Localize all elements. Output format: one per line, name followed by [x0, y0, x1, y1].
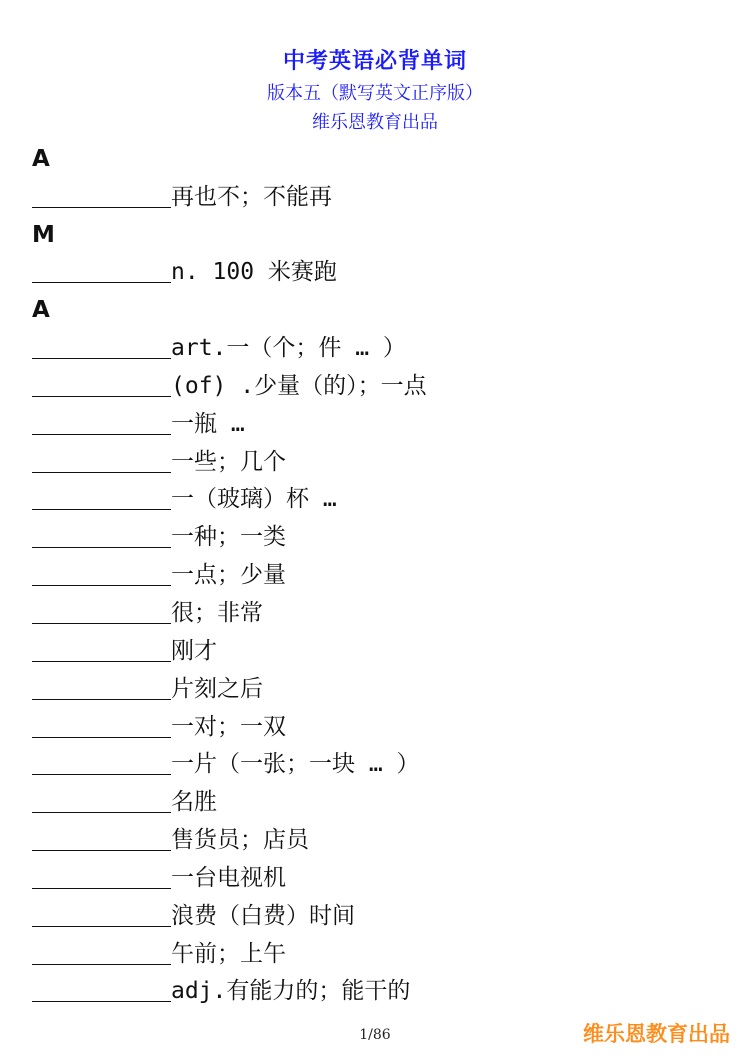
entry-meaning: 浪费（白费）时间 — [171, 902, 355, 929]
vocab-entry — [32, 782, 722, 820]
answer-blank — [32, 395, 171, 397]
entry-meaning: 午前；上午 — [171, 940, 286, 967]
publisher-line: 维乐恩教育出品 — [312, 112, 438, 133]
answer-blank — [32, 357, 171, 359]
entry-meaning: 很；非常 — [171, 599, 263, 626]
section-letter-label: A — [32, 145, 50, 172]
entry-meaning: 刚才 — [171, 637, 217, 664]
answer-blank — [32, 281, 171, 283]
section-letter-label: A — [32, 297, 50, 324]
answer-blank — [32, 849, 171, 851]
entry-meaning: 名胜 — [171, 789, 217, 816]
vocab-entry — [32, 177, 722, 215]
entry-meaning: 片刻之后 — [171, 675, 263, 702]
entry-meaning: 一片（一张；一块 … ） — [171, 751, 420, 778]
vocab-entry — [32, 707, 722, 745]
vocab-entry — [32, 972, 722, 1010]
answer-blank — [32, 433, 171, 435]
vocab-entry — [32, 934, 722, 972]
answer-blank — [32, 508, 171, 510]
entry-meaning: 一些；几个 — [171, 448, 286, 475]
answer-blank — [32, 660, 171, 662]
vocab-entry — [32, 328, 722, 366]
section-letter — [32, 290, 722, 328]
vocab-entry — [32, 593, 722, 631]
section-letter — [32, 215, 722, 253]
answer-blank — [32, 471, 171, 473]
vocab-entry — [32, 858, 722, 896]
answer-blank — [32, 887, 171, 889]
answer-blank — [32, 206, 171, 208]
vocab-entry — [32, 404, 722, 442]
answer-blank — [32, 698, 171, 700]
answer-blank — [32, 925, 171, 927]
vocab-entry — [32, 745, 722, 783]
entry-meaning: 一点；少量 — [171, 562, 286, 589]
document-title: 中考英语必背单词 — [282, 49, 467, 74]
vocab-entry — [32, 555, 722, 593]
page-number: 1/86 — [359, 1027, 391, 1043]
vocab-entry — [32, 631, 722, 669]
answer-blank — [32, 546, 171, 548]
answer-blank — [32, 622, 171, 624]
answer-blank — [32, 584, 171, 586]
answer-blank — [32, 811, 171, 813]
entry-meaning: 一瓶 … — [171, 410, 245, 437]
section-letter — [32, 139, 722, 177]
section-letter-label: M — [32, 221, 55, 248]
entry-meaning: (of) .少量（的）；一点 — [171, 372, 427, 399]
entry-meaning: 一台电视机 — [171, 864, 286, 891]
answer-blank — [32, 773, 171, 775]
vocab-entry — [32, 480, 722, 518]
vocab-entry — [32, 253, 722, 291]
vocab-entry — [32, 669, 722, 707]
vocabulary-list — [32, 139, 722, 1009]
document-subtitle: 版本五（默写英文正序版） — [267, 83, 483, 104]
publisher-watermark: 维乐恩教育出品 — [583, 1022, 730, 1046]
answer-blank — [32, 736, 171, 738]
entry-meaning: 一对；一双 — [171, 713, 286, 740]
entry-meaning: adj.有能力的；能干的 — [171, 978, 411, 1005]
vocab-entry — [32, 442, 722, 480]
entry-meaning: n. 100 米赛跑 — [171, 259, 337, 286]
entry-meaning: 一种；一类 — [171, 524, 286, 551]
vocab-entry — [32, 517, 722, 555]
answer-blank — [32, 1000, 171, 1002]
vocab-entry — [32, 366, 722, 404]
entry-meaning: 再也不；不能再 — [171, 183, 332, 210]
vocab-entry — [32, 820, 722, 858]
entry-meaning: 一（玻璃）杯 … — [171, 486, 337, 513]
entry-meaning: art.一（个；件 … ） — [171, 335, 406, 362]
answer-blank — [32, 963, 171, 965]
entry-meaning: 售货员；店员 — [171, 827, 309, 854]
vocab-entry — [32, 896, 722, 934]
